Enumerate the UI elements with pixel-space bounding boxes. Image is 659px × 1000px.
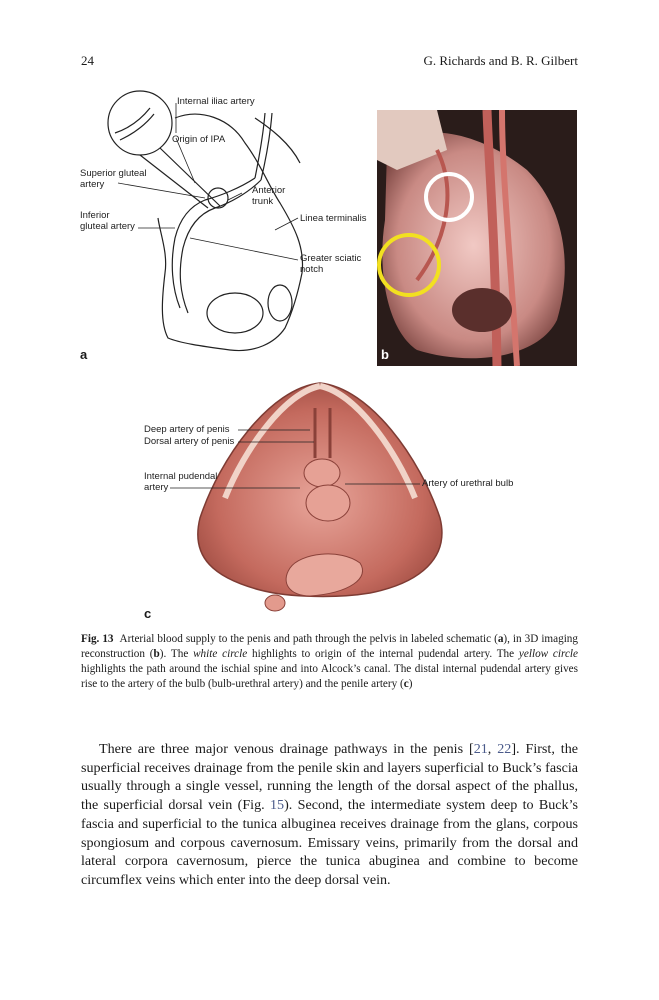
label-superior-gluteal-line1: Superior gluteal: [80, 168, 147, 179]
leader-linea-terminalis: [275, 218, 298, 230]
label-internal-pudendal-line1: Internal pudendal: [144, 471, 218, 482]
caption-text: Arterial blood supply to the penis and path through the pelvis in labeled schematic (: [119, 633, 498, 645]
body-text: [81, 740, 578, 890]
label-artery-of-urethral-bulb: Artery of urethral bulb: [422, 478, 514, 489]
label-internal-iliac-artery: Internal iliac artery: [177, 96, 255, 107]
magnifier-line: [140, 155, 208, 208]
figure-panel-a: [80, 88, 372, 368]
caption-ref-b: b: [153, 648, 160, 661]
caption-text: ): [408, 678, 413, 691]
running-header-authors: G. Richards and B. R. Gilbert: [423, 53, 578, 68]
label-origin-ipa: Origin of IPA: [172, 134, 226, 145]
acetabulum: [268, 285, 292, 321]
citation-link[interactable]: 21: [473, 741, 488, 757]
caption-yellow-circle: yellow circle: [518, 648, 578, 661]
caption-text: ). The: [159, 648, 194, 661]
magnifier-circle: [108, 91, 172, 155]
body-text-run: ]. First, the superficial receives drainage from the penile skin and layers superficial to Buck’s fascia usually through a single vessel, running the length of the dorsal aspect of the phallus, the superficial dorsal vein (Fig.: [81, 741, 579, 814]
body-text-run: ,: [487, 741, 498, 757]
label-deep-artery-of-penis: Deep artery of penis: [144, 424, 230, 435]
label-greater-sciatic-line1: Greater sciatic: [300, 253, 362, 264]
body-text-run: ). Second, the intermediate system deep to Buck’s fascia and superficial to the tunica albuginea receives drainage from the glans, corpous spongiosum and corpous cavernosum. Emissary veins, primarily from the dorsal and lateral corpora cavernosum, pierce the tunica abuginea and combine to become circumflex veins which enter into the deep dorsal vein.: [81, 797, 578, 888]
figure-panel-b: [377, 110, 577, 366]
leader-greater-sciatic: [190, 238, 298, 260]
label-anterior-trunk-line1: Anterior: [252, 185, 286, 196]
label-inferior-gluteal-line1: Inferior: [80, 210, 110, 221]
panel-c-leader-lines: [140, 378, 530, 618]
caption-text: ), in 3D imaging reconstruction (: [81, 633, 578, 661]
figure-panel-c: [140, 378, 530, 621]
panel-letter-c: c: [144, 606, 152, 621]
label-greater-sciatic-line2: notch: [300, 264, 324, 275]
leader-superior-gluteal: [118, 183, 205, 198]
label-internal-pudendal-line2: artery: [144, 482, 169, 493]
label-anterior-trunk-line2: trunk: [252, 196, 274, 207]
figure-link[interactable]: 15: [269, 797, 285, 814]
ct-reconstruction-image: [377, 110, 577, 366]
inferior-gluteal-artery-2: [180, 180, 261, 313]
panel-letter-a: a: [80, 347, 88, 362]
page-number: 24: [81, 53, 94, 68]
figure-caption: [81, 632, 578, 692]
caption-text: highlights the path around the ischial spine and into Alcock’s canal. The distal internal pudendal artery gives rise to the artery of the bulb (bulb-urethral artery) and the penile artery (: [81, 663, 578, 691]
magnified-vessel: [115, 108, 154, 140]
ilium-outline: [158, 114, 303, 350]
label-inferior-gluteal-line2: gluteal artery: [80, 221, 135, 232]
caption-ref-a: a: [497, 633, 504, 645]
label-linea-terminalis: Linea terminalis: [300, 213, 367, 224]
caption-text: highlights to origin of the internal pudendal artery. The: [247, 648, 519, 661]
caption-white-circle: white circle: [193, 648, 248, 661]
caption-ref-c: c: [403, 678, 409, 691]
body-paragraph: [81, 740, 578, 890]
obturator-foramen: [207, 293, 263, 333]
figure-label: Fig. 13: [81, 633, 114, 645]
label-superior-gluteal-line2: artery: [80, 179, 105, 190]
body-text-run: There are three major venous drainage pathways in the penis [: [99, 741, 474, 757]
citation-link[interactable]: 22: [497, 741, 512, 757]
label-dorsal-artery-of-penis: Dorsal artery of penis: [144, 436, 235, 447]
panel-letter-b: b: [381, 347, 389, 362]
